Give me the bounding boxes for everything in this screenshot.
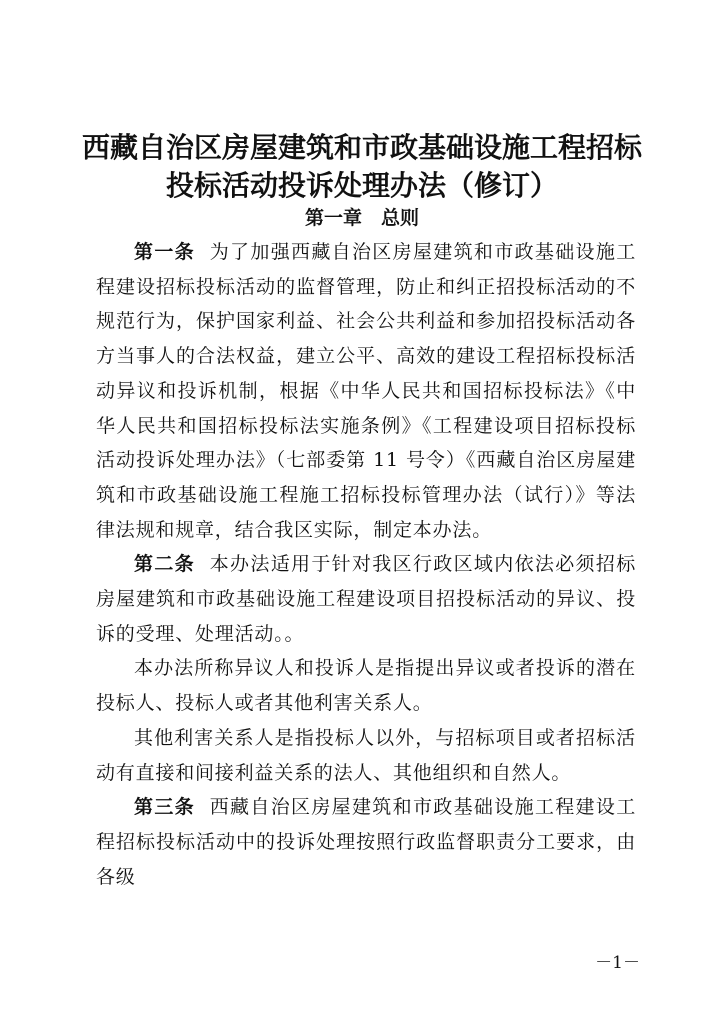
article-3-paragraph — [96, 790, 636, 894]
article-1-number: 第一条 — [134, 241, 195, 263]
article-2-number: 第二条 — [134, 553, 195, 576]
article-2-paragraph-2 — [96, 651, 636, 720]
article-2-text-2: 本办法所称异议人和投诉人是指提出异议或者投诉的潜在投标人、投标人或者其他利害关系人。 — [96, 657, 636, 715]
chapter-heading: 第一章 总则 — [304, 207, 419, 229]
document-body — [96, 235, 636, 894]
article-2-paragraph — [96, 547, 636, 651]
article-2-text-3: 其他利害关系人是指投标人以外，与招标项目或者招标活动有直接和间接利益关系的法人、其他组织和自然人。 — [96, 726, 636, 784]
article-3-text: 西藏自治区房屋建筑和市政基础设施工程建设工程招标投标活动中的投诉处理按照行政监督职责分工要求，由各级 — [96, 796, 636, 888]
article-3-number: 第三条 — [134, 796, 195, 819]
article-2-paragraph-3 — [96, 721, 636, 790]
document-title-line-2: 投标活动投诉处理办法（修订） — [165, 169, 558, 202]
article-2-text: 本办法适用于针对我区行政区域内依法必须招标房屋建筑和市政基础设施工程建设项目招投标活动的异议、投诉的受理、处理活动。。 — [96, 553, 636, 645]
article-1-paragraph — [96, 235, 636, 547]
document-title-line-1: 西藏自治区房屋建筑和市政基础设施工程招标 — [81, 131, 642, 164]
article-1-text: 为了加强西藏自治区房屋建筑和市政基础设施工程建设招标投标活动的监督管理，防止和纠正招投标活动的不规范行为，保护国家利益、社会公共利益和参加招投标活动各方当事人的合法权益，建立公平、高效的建设工程招标投标活动异议和投诉机制，根据《中华人民共和国招标投标法》《中华人民共和国招标投标法实施条例》《工程建设项目招标投标活动投诉处理办法》（七部委第 11 号令）《西藏自治区房屋建筑和市政基础设施工程施工招标投标管理办法（试行）》等法律法规和规章，结合我区实际，制定本办法。 — [96, 241, 636, 541]
page-number: －1－ — [595, 953, 640, 973]
